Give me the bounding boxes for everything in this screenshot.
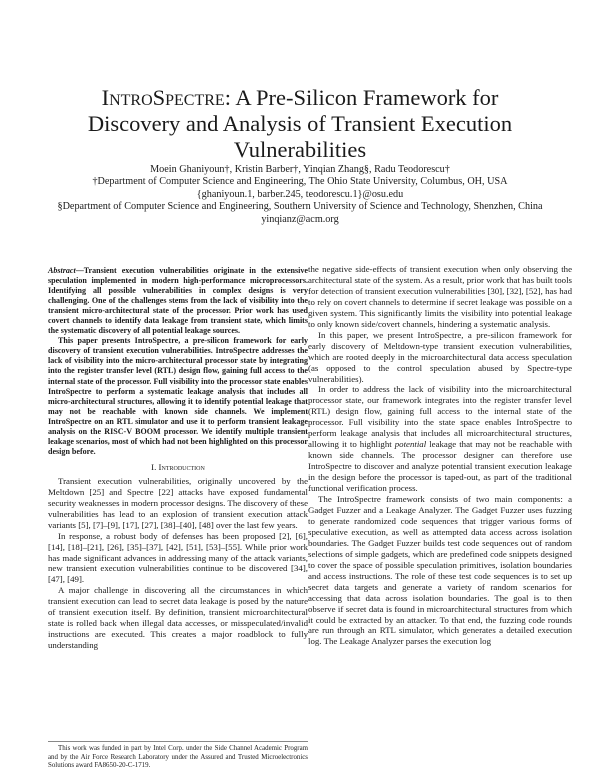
- intro-body: [48, 476, 308, 651]
- title-line-3: Vulnerabilities: [233, 137, 367, 162]
- author-names: Moein Ghaniyoun†, Kristin Barber†, Yinqian Zhang§, Radu Teodorescu†: [150, 164, 450, 175]
- abstract-label: Abstract: [48, 266, 76, 275]
- funding-footnote: This work was funded in part by Intel Corp. under the Side Channel Academic Program and by the Air Force Research Laboratory under the Assured and Trusted Microelectronics Solutions award FA8650-20-C-1719.: [48, 745, 308, 770]
- author-block: [40, 164, 560, 226]
- title-line-2: Discovery and Analysis of Transient Execution: [87, 111, 513, 136]
- right-paragraph-2: In this paper, we present IntroSpectre, a pre-silicon framework for early discovery of Meltdown-type transient execution vulnerabilities, which are rooted deeply in the microarchitectural data access speculation (as opposed to the control speculation abused by Spectre-type vulnerabilities).: [308, 329, 572, 384]
- right-column: [308, 264, 572, 647]
- right-paragraph-3-part-a: In order to address the lack of visibility into the microarchitectural processor state, our framework integrates into the register transfer level (RTL) design flow, gaining full access to the internal state of the processor. Full visibility into the state space enables IntroSpectre to perform leakage analysis that includes all microarchitectural structures, allowing it to highlight: [308, 384, 572, 450]
- footnote: [48, 741, 308, 771]
- abstract: [48, 266, 308, 457]
- title-system-name: IntroSpectre: [101, 85, 225, 110]
- paper-title: [40, 85, 560, 163]
- title-line-1: : A Pre-Silicon Framework for: [224, 85, 499, 110]
- abstract-paragraph-1: —Transient execution vulnerabilities originate in the extensive speculation implemented in modern high-performance microprocessors. Identifying all possible vulnerabilities in complex designs is very challenging. One of the challenges stems from the lack of visibility into the transient micro-architectural state of the processor. Prior work has used covert channels to identify data leakage from transient state, which limits the systematic discovery of all potential leakage sources.: [48, 266, 308, 336]
- intro-paragraph-2: In response, a robust body of defenses has been proposed [2], [6], [14], [18]–[21], [26], [35]–[37], [42], [51], [53]–[55]. While prior work has made significant advances in addressing many of the attack variants, new transient execution vulnerabilities continue to be discovered [34], [47], [49].: [48, 530, 308, 585]
- right-paragraph-3-emphasis: potential: [394, 439, 427, 450]
- right-paragraph-continued: the negative side-effects of transient execution when only observing the architectural state of the system. As a result, prior work that has built tools for detection of transient execution vulnerabilities [30], [32], [52], has had to rely on covert channels to determine if secret leakage was possible on a given system. This significantly limits the visibility into potential leakage to only known side/covert channels, hindering a systematic analysis.: [308, 264, 572, 329]
- intro-paragraph-3: A major challenge in discovering all the circumstances in which transient execution can lead to secret data leakage is posed by the nature of transient execution itself. By definition, transient microarchitectural state is rolled back when illegal data accesses, or misspeculated/invalid instructions are executed. This creates a major roadblock to fully understanding: [48, 585, 308, 651]
- emails-osu: {ghaniyoun.1, barber.245, teodorescu.1}@osu.edu: [196, 188, 404, 200]
- section-heading-introduction: I. Introduction: [151, 461, 205, 472]
- abstract-paragraph-2: This paper presents IntroSpectre, a pre-silicon framework for early discovery of transient execution vulnerabilities. IntroSpectre addresses the lack of visibility into the micro-architectural processor state by integrating into the register transfer level (RTL) design flow, gaining full access to the internal state of the processor. Full visibility into the processor state enables IntroSpectre to perform a systematic leakage analysis that includes all micro-architectural structures, allowing it to identify potential leakage that may not be reachable with known side channels. We implement IntroSpectre on an RTL simulator and use it to perform transient leakage analysis on the RISC-V BOOM processor. We identify multiple transient leakage scenarios, most of which had not been highlighted on this processor design before.: [48, 336, 308, 456]
- email-sustech: yinqianz@acm.org: [261, 213, 339, 225]
- right-paragraph-4: The IntroSpectre framework consists of two main components: a Gadget Fuzzer and a Leakage Analyzer. The Gadget Fuzzer uses fuzzing to generate randomized code sequences that trigger various forms of speculative execution, as well as attempted data access across isolation boundaries. The Gadget Fuzzer builds test code sequences out of random selections of simple gadgets, which are predefined code snippets designed to cover the space of possible speculation primitives, isolation boundaries and access instructions. The role of these test code sequences is to set up secret data targets and generate a variety of random scenarios for accessing that data across isolation boundaries. The goal is to then observe if secret data is found in microarchitectural structures from which it could be extracted by an attacker. To that end, the fuzzing code rounds are run through an RTL simulator, which generates a detailed execution log. The Leakage Analyzer parses the execution log: [308, 494, 572, 647]
- affiliation-sustech: §Department of Computer Science and Engineering, Southern University of Science and Technology, Shenzhen, China: [57, 201, 543, 213]
- intro-paragraph-1: Transient execution vulnerabilities, originally uncovered by the Meltdown [25] and Spectre [22] attacks have exposed fundamental security weaknesses in modern processor designs. The discovery of these vulnerabilities has lead to an explosion of transient execution attack variants [5], [7]–[9], [17], [27], [38]–[40], [48] over the last few years.: [48, 475, 308, 530]
- affiliation-osu: †Department of Computer Science and Engineering, The Ohio State University, Columbus, OH, USA: [92, 176, 508, 188]
- right-paragraph-3: [308, 384, 572, 494]
- left-column: [48, 266, 308, 651]
- right-paragraph-3-part-b: leakage that may not be reachable with known side channels. The processor designer can therefore use IntroSpectre to discover and analyze potential transient execution leakage in the design before the processor is taped-out, as part of the traditional functional verification process.: [308, 439, 572, 494]
